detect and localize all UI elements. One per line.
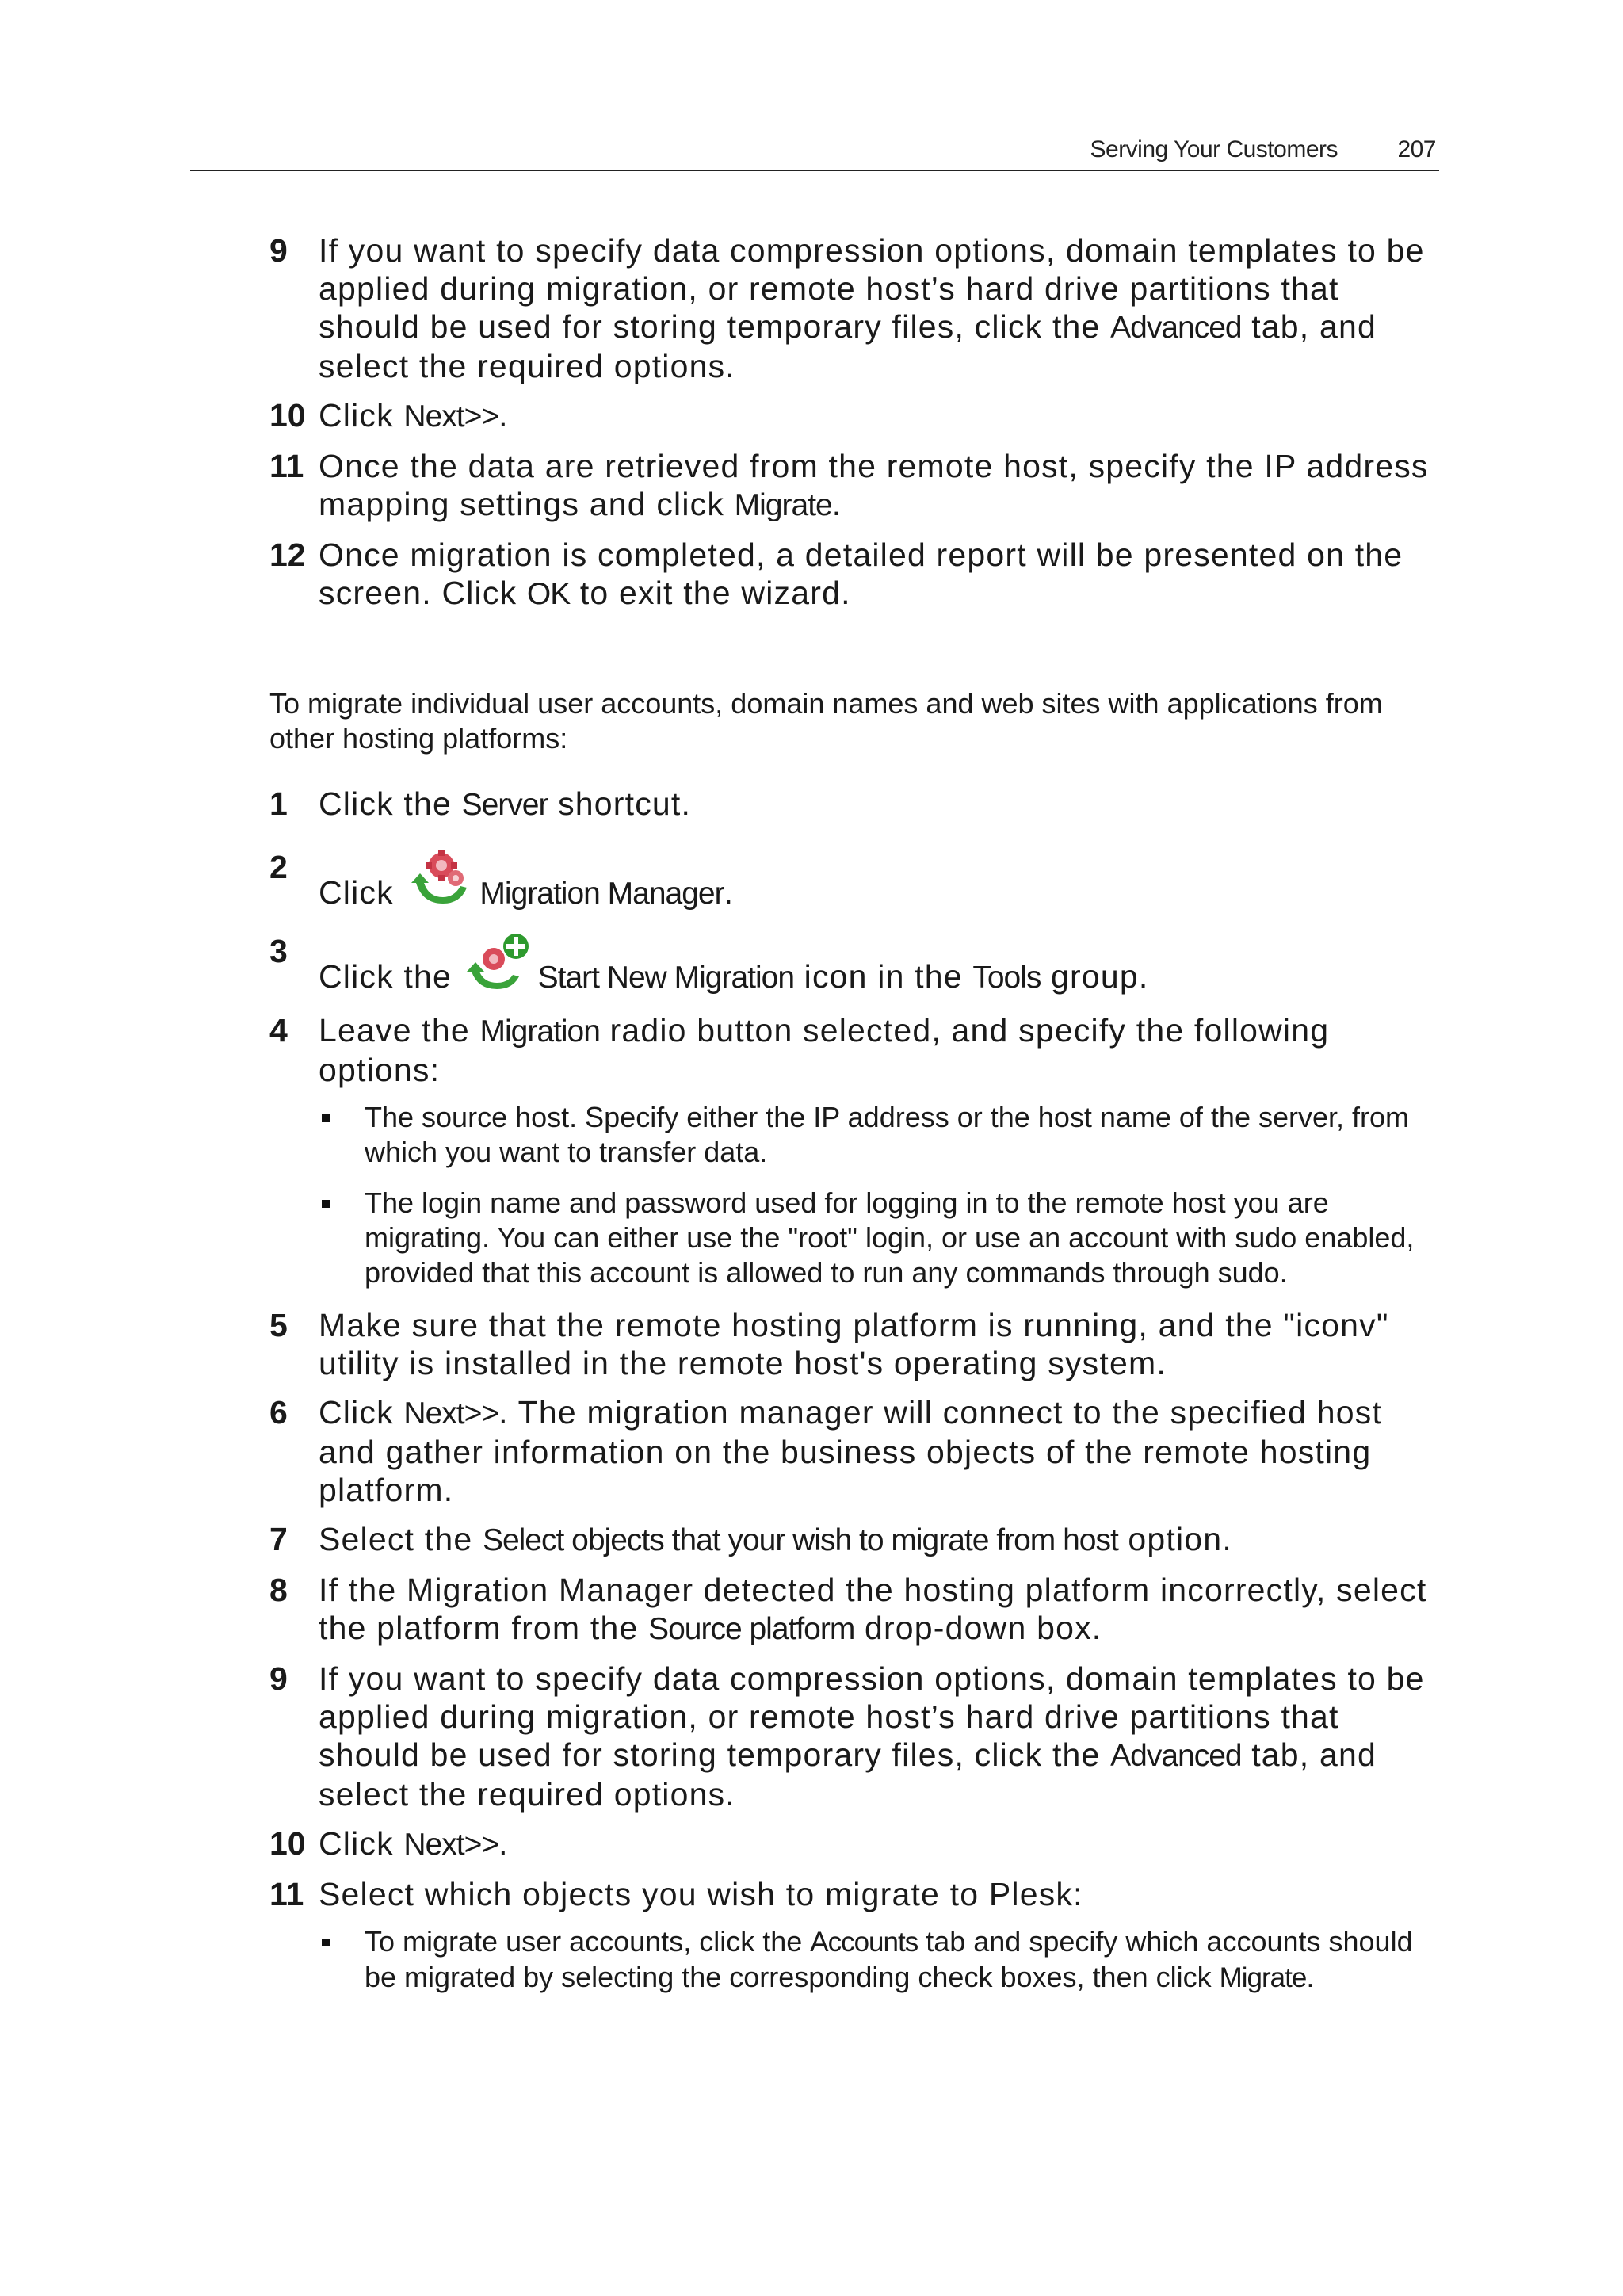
step-1: 1 Click the Server shortcut.: [269, 785, 692, 822]
step-11: 11 Select which objects you wish to migrate to Plesk:: [269, 1876, 1083, 1912]
step-number: 10: [269, 397, 306, 434]
ui-term: Advanced: [1110, 311, 1242, 345]
step-7: 7 Select the Select objects that your wish to migrate from host option.: [269, 1521, 1232, 1557]
procedure-intro: To migrate individual user accounts, domain names and web sites with applications from other hosting platforms:: [269, 687, 1383, 755]
start-new-migration-icon: [467, 932, 533, 1000]
migration-manager-icon: [408, 848, 475, 916]
step-9-top: 9 If you want to specify data compression options, domain templates to be applied during migration, or remote host’s hard drive partitions that should be used for storing temporary files, click the Advanced tab, and select the required options.: [269, 232, 1425, 384]
step-number: 9: [269, 232, 288, 269]
ui-term: Tools: [972, 961, 1041, 995]
step-number: 11: [269, 448, 304, 484]
list-item: The source host. Specify either the IP address or the host name of the server, from which you want to transfer data.: [269, 1100, 1439, 1170]
list-item: The login name and password used for logging in to the remote host you are migrating. You can either use the "root" login, or use an account with sudo enabled, provided that this account is allowed to run any commands through sudo.: [269, 1186, 1439, 1290]
step-number: 6: [269, 1394, 288, 1431]
ui-term: Next>>: [403, 1828, 499, 1862]
ui-term: Select objects that your wish to migrate from host: [482, 1523, 1118, 1557]
bullet-icon: [322, 1200, 330, 1208]
ui-term: Migration: [479, 1014, 600, 1049]
step-12-top: 12 Once migration is completed, a detailed report will be presented on the screen. Click OK to exit the wizard.: [269, 537, 1403, 611]
step-6: 6 Click Next>>. The migration manager will connect to the specified host and gather information on the business objects of the remote hosting platform.: [269, 1394, 1383, 1508]
step-9: 9 If you want to specify data compression options, domain templates to be applied during migration, or remote host’s hard drive partitions that should be used for storing temporary files, click the Advanced tab, and select the required options.: [269, 1660, 1425, 1813]
ui-term: Start New Migration: [537, 961, 795, 995]
step-number: 2: [269, 849, 288, 885]
list-item: To migrate user accounts, click the Accounts tab and specify which accounts should be migrated by selecting the corresponding check boxes, then click Migrate.: [269, 1924, 1439, 1996]
step-number: 12: [269, 537, 306, 573]
page-number: 207: [1397, 136, 1436, 162]
ui-term: Migration Manager: [479, 877, 724, 911]
step-number: 10: [269, 1825, 306, 1862]
step-number: 8: [269, 1572, 288, 1608]
step-3: 3 Click the Start New Migration icon in the Tools group.: [269, 932, 1439, 1000]
step-4: 4 Leave the Migration radio button selected, and specify the following options:: [269, 1012, 1330, 1088]
bullet-icon: [322, 1114, 330, 1122]
ui-term: Source platform: [648, 1612, 855, 1646]
step-number: 1: [269, 785, 288, 822]
step-10-top: 10 Click Next>>.: [269, 397, 509, 434]
step-11-top: 11 Once the data are retrieved from the remote host, specify the IP address mapping settings and click Migrate.: [269, 448, 1429, 522]
ui-term: OK: [526, 577, 571, 611]
step-number: 3: [269, 933, 288, 969]
step-10: 10 Click Next>>.: [269, 1825, 509, 1862]
step-number: 5: [269, 1307, 288, 1343]
page-header: [190, 133, 1439, 171]
step-2: 2 Click Migration Manager.: [269, 848, 1439, 916]
page-content: [269, 231, 1439, 2011]
step-5: 5 Make sure that the remote hosting platform is running, and the "iconv" utility is installed in the remote host's operating system.: [269, 1307, 1389, 1381]
step-8: 8 If the Migration Manager detected the hosting platform incorrectly, select the platform from the Source platform drop-down box.: [269, 1572, 1427, 1646]
ui-term: Advanced: [1110, 1739, 1242, 1773]
step-number: 4: [269, 1012, 288, 1049]
bullet-icon: [322, 1939, 330, 1946]
ui-term: Accounts: [810, 1927, 918, 1958]
ui-term: Server: [461, 788, 548, 822]
ui-term: Migrate: [734, 488, 832, 522]
ui-term: Next>>: [403, 1396, 499, 1431]
section-title: Serving Your Customers: [1090, 136, 1338, 162]
step-number: 11: [269, 1876, 304, 1912]
ui-term: Next>>: [403, 399, 499, 434]
step-number: 7: [269, 1521, 288, 1557]
ui-term: Migrate: [1219, 1962, 1307, 1993]
step-number: 9: [269, 1660, 288, 1697]
